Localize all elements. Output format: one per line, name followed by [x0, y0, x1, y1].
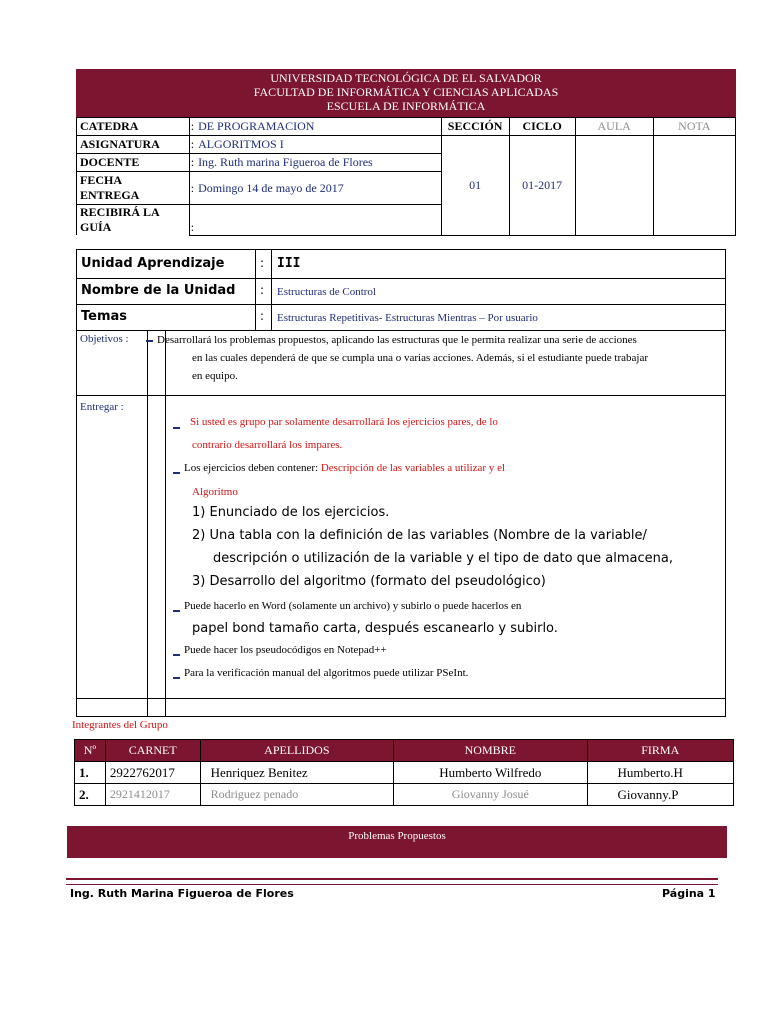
colon: : [260, 309, 265, 323]
colon: : [260, 283, 265, 297]
unidad-value: III [277, 256, 301, 271]
entregar-item2-prefix: Los ejercicios deben contener: [184, 462, 321, 474]
entregar-item1-line1: Si usted es grupo par solamente desarrollará los ejercicios pares, de lo [190, 416, 498, 428]
table-row [75, 762, 734, 784]
fecha-entrega-label [77, 172, 190, 205]
firma-cell: Humberto.H [587, 762, 733, 784]
footer-page-number: Página 1 [662, 887, 716, 900]
col-nombre: NOMBRE [394, 740, 587, 762]
unidad-row [77, 250, 725, 279]
colon: : [189, 205, 195, 236]
docente-label: DOCENTE [77, 154, 190, 172]
recibira-label-line1: RECIBIRÁ LA [80, 205, 160, 219]
bullet-dash [173, 677, 180, 679]
nombre-cell: Humberto Wilfredo [394, 762, 587, 784]
nombre-unidad-row [77, 278, 725, 305]
divider [255, 250, 256, 330]
entregar-item3-line1: Puede hacerlo en Word (solamente un archivo) y subirlo o puede hacerlos en [184, 600, 522, 612]
temas-row [77, 304, 725, 331]
faculty-name: FACULTAD DE INFORMÁTICA Y CIENCIAS APLICADAS [253, 85, 559, 99]
nota-header: NOTA [653, 118, 735, 136]
group-members-label: Integrantes del Grupo [72, 719, 168, 731]
nombre-cell: Giovanny Josué [394, 784, 587, 806]
temas-label: Temas [81, 309, 128, 324]
temas-value: Estructuras Repetitivas- Estructuras Mientras – Por usuario [277, 312, 538, 324]
entregar-item2 [184, 459, 505, 477]
col-carnet: CARNET [105, 740, 200, 762]
asignatura-value: ALGORITMOS I [195, 136, 441, 154]
entregar-item5: Para la verificación manual del algoritmos puede utilizar PSeInt. [184, 667, 469, 679]
requirement-2-line1: 2) Una tabla con la definición de las variables (Nombre de la variable/ [192, 528, 647, 543]
divider [271, 250, 272, 330]
ciclo-header: CICLO [509, 118, 575, 136]
objetivos-label: Objetivos : [80, 333, 129, 345]
requirement-3: 3) Desarrollo del algoritmo (formato del pseudológico) [192, 574, 546, 589]
recibira-label-line2: GUÍA [80, 220, 112, 234]
colon: : [260, 256, 265, 270]
colon: : [189, 154, 195, 172]
section-divider [77, 395, 725, 396]
entregar-item3-line2: papel bond tamaño carta, después escanearlo y subirlo. [192, 621, 558, 636]
row-number: 1. [75, 762, 106, 784]
ciclo-value: 01-2017 [509, 136, 575, 236]
seccion-header: SECCIÓN [441, 118, 509, 136]
institution-banner [76, 69, 736, 117]
entregar-item1-line2: contrario desarrollará los impares. [192, 439, 343, 451]
apellidos-cell: Henriquez Benitez [200, 762, 394, 784]
docente-value: Ing. Ruth marina Figueroa de Flores [195, 154, 441, 172]
university-name: UNIVERSIDAD TECNOLÓGICA DE EL SALVADOR [270, 71, 542, 85]
bullet-dash [173, 427, 180, 429]
firma-cell: Giovanny.P [587, 784, 733, 806]
col-number: Nº [75, 740, 106, 762]
entregar-item4: Puede hacer los pseudocódigos en Notepad++ [184, 644, 387, 656]
footer-author: Ing. Ruth Marina Figueroa de Flores [70, 887, 294, 900]
course-info-table [76, 117, 736, 236]
section-divider [77, 698, 725, 699]
bullet-dash [173, 610, 180, 612]
carnet-cell: 2921412017 [105, 784, 200, 806]
school-name: ESCUELA DE INFORMÁTICA [326, 99, 486, 113]
footer-divider [66, 878, 718, 885]
aula-header: AULA [575, 118, 653, 136]
aula-cell [575, 136, 653, 236]
seccion-value: 01 [441, 136, 509, 236]
entregar-label: Entregar : [80, 401, 124, 413]
colon: : [189, 118, 195, 136]
bullet-dash [146, 340, 153, 342]
divider [165, 330, 166, 717]
catedra-value: DE PROGRAMACION [195, 118, 441, 136]
carnet-cell: 2922762017 [105, 762, 200, 784]
bullet-dash [173, 472, 180, 474]
problems-section-header: Problemas Propuestos [67, 826, 727, 858]
bullet-dash [173, 654, 180, 656]
row-number: 2. [75, 784, 106, 806]
col-firma: FIRMA [587, 740, 733, 762]
asignatura-label: ASIGNATURA [77, 136, 190, 154]
group-members-table [74, 739, 734, 806]
nombre-unidad-label: Nombre de la Unidad [81, 283, 236, 298]
recibira-guia-value [195, 205, 441, 236]
objetivos-line3: en equipo. [192, 370, 238, 382]
apellidos-cell: Rodriguez penado [200, 784, 394, 806]
nombre-unidad-value: Estructuras de Control [277, 286, 376, 298]
requirement-2-line2: descripción o utilización de la variable y el tipo de dato que almacena, [213, 551, 673, 566]
col-apellidos: APELLIDOS [200, 740, 394, 762]
objetivos-line1: Desarrollará los problemas propuestos, aplicando las estructuras que le permita realizar una serie de acciones [157, 334, 637, 346]
recibira-guia-label [77, 205, 190, 236]
fecha-entrega-value: Domingo 14 de mayo de 2017 [195, 172, 441, 205]
unidad-label: Unidad Aprendizaje [81, 256, 225, 271]
table-header-row [75, 740, 734, 762]
table-row [75, 784, 734, 806]
fecha-label-line1: FECHA [80, 173, 122, 187]
colon: : [189, 172, 195, 205]
fecha-label-line2: ENTREGA [80, 188, 140, 202]
objetivos-line2: en las cuales dependerá de que se cumpla una o varias acciones. Además, si el estudiante puede trabajar [192, 352, 649, 364]
requirement-1: 1) Enunciado de los ejercicios. [192, 505, 390, 520]
unit-details [76, 249, 726, 717]
colon: : [189, 136, 195, 154]
nota-cell [653, 136, 735, 236]
entregar-item2-line2: Algoritmo [192, 486, 238, 498]
entregar-item2-highlight: Descripción de las variables a utilizar y el [320, 462, 506, 474]
divider [147, 330, 148, 717]
catedra-label: CATEDRA [77, 118, 190, 136]
